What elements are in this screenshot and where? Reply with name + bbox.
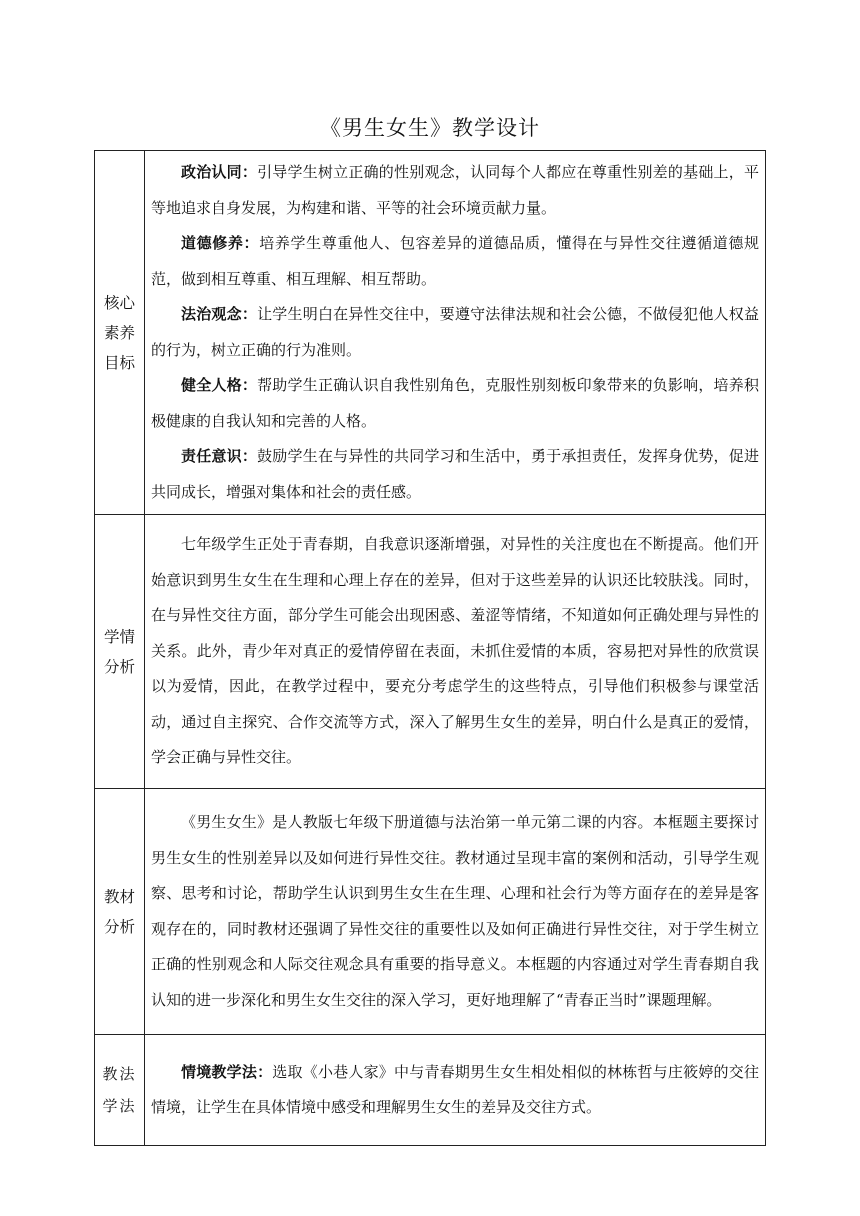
row-label-material-analysis xyxy=(95,789,145,1035)
material-analysis-paragraph: 《男生女生》是人教版七年级下册道德与法治第一单元第二课的内容。本框题主要探讨男生女生的性别差异以及如何进行异性交往。教材通过呈现丰富的案例和活动，引导学生观察、思考和讨论，帮助学生认识到男生女生在生理、心理和社会行为等方面存在的差异是客观存在的，同时教材还强调了异性交往的重要性以及如何正确进行异性交往，对于学生树立正确的性别观念和人际交往观念具有重要的指导意义。本框题的内容通过对学生青春期自我认知的进一步深化和男生女生交往的深入学习，更好地理解了“青春正当时”课题理解。 xyxy=(151,813,759,1009)
teaching-design-table xyxy=(94,150,766,1146)
row-label-line: 素养 xyxy=(103,323,135,342)
row-label-line: 教材 xyxy=(103,887,135,906)
method-text: 选取《小巷人家》中与青春期男生女生相处相似的林栋哲与庄筱婷的交往情境，让学生在具体情境中感受和理解男生女生的差异及交往方式。 xyxy=(151,1062,759,1116)
table-row-core-literacy xyxy=(95,151,766,515)
goal-text: 引导学生树立正确的性别观念，认同每个人都应在尊重性别差的基础上，平等地追求自身发展，为构建和谐、平等的社会环境贡献力量。 xyxy=(151,163,759,217)
goal-paragraph-political xyxy=(151,155,759,226)
goal-text: 帮助学生正确认识自我性别角色，克服性别刻板印象带来的负影响，培养积极健康的自我认知和完善的人格。 xyxy=(151,376,759,430)
row-label-line: 分析 xyxy=(103,657,135,676)
goal-term: 责任意识： xyxy=(181,447,258,465)
row-label-teaching-method xyxy=(95,1035,145,1146)
goal-paragraph-law xyxy=(151,297,759,368)
row-label-line: 分析 xyxy=(103,917,135,936)
table-row-student-analysis xyxy=(95,515,766,789)
row-label-student-analysis xyxy=(95,515,145,789)
goal-text: 鼓励学生在与异性的共同学习和生活中，勇于承担责任，发挥身优势，促进共同成长，增强对集体和社会的责任感。 xyxy=(151,447,759,501)
table-row-teaching-method xyxy=(95,1035,766,1146)
row-label-line: 核心 xyxy=(103,293,135,312)
goal-text: 让学生明白在异性交往中，要遵守法律法规和社会公德，不做侵犯他人权益的行为，树立正确的行为准则。 xyxy=(151,305,759,359)
goal-paragraph-moral xyxy=(151,226,759,297)
row-label-core-literacy xyxy=(95,151,145,515)
material-analysis-content xyxy=(145,789,766,1035)
row-label-line: 教法 xyxy=(102,1065,137,1083)
table-row-material-analysis xyxy=(95,789,766,1035)
page-title: 《男生女生》教学设计 xyxy=(320,116,540,140)
goal-term: 健全人格： xyxy=(181,376,258,394)
goal-paragraph-personality xyxy=(151,368,759,439)
method-term: 情境教学法： xyxy=(181,1062,273,1081)
teaching-method-content xyxy=(145,1035,766,1146)
goal-term: 政治认同： xyxy=(181,163,258,181)
student-analysis-paragraph: 七年级学生正处于青春期，自我意识逐渐增强，对异性的关注度也在不断提高。他们开始意识到男生女生在生理和心理上存在的差异，但对于这些差异的认识还比较肤浅。同时，在与异性交往方面，部分学生可能会出现困惑、羞涩等情绪，不知道如何正确处理与异性的关系。此外，青少年对真正的爱情停留在表面，未抓住爱情的本质，容易把对异性的欣赏误以为爱情，因此，在教学过程中，要充分考虑学生的这些特点，引导他们积极参与课堂活动，通过自主探究、合作交流等方式，深入了解男生女生的差异，明白什么是真正的爱情，学会正确与异性交往。 xyxy=(151,535,759,767)
student-analysis-content xyxy=(145,515,766,789)
goal-text: 培养学生尊重他人、包容差异的道德品质，懂得在与异性交往遵循道德规范，做到相互尊重、相互理解、相互帮助。 xyxy=(151,234,759,288)
goal-term: 道德修养： xyxy=(181,234,260,252)
goal-term: 法治观念： xyxy=(181,305,258,323)
row-label-line: 目标 xyxy=(103,353,135,372)
goal-paragraph-responsibility xyxy=(151,439,759,510)
row-label-line: 学法 xyxy=(102,1097,137,1115)
method-paragraph-situational xyxy=(151,1055,759,1126)
row-label-line: 学情 xyxy=(103,627,135,646)
core-literacy-content xyxy=(145,151,766,515)
